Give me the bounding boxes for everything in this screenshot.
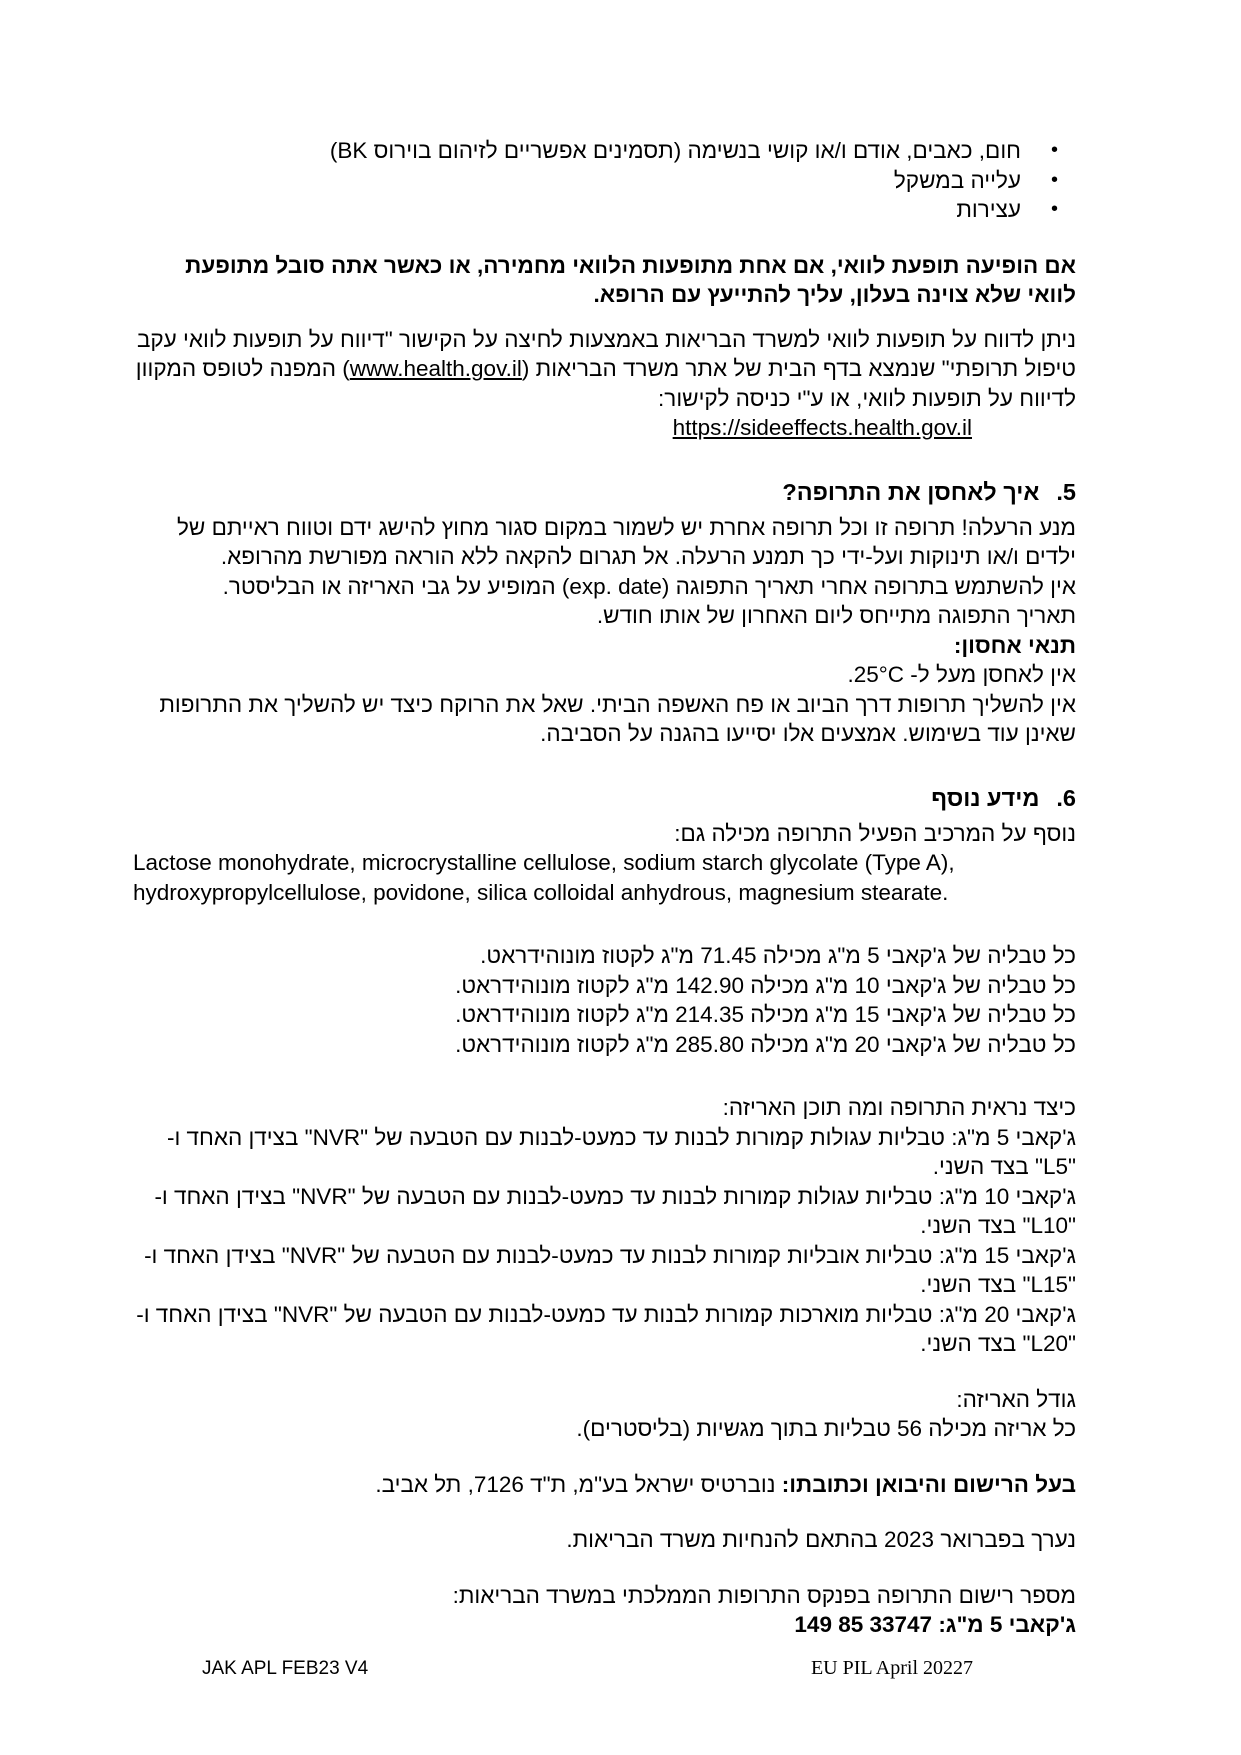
side-effects-url-line xyxy=(133,413,1076,443)
bullet-text-constipation: עצירות xyxy=(956,197,1021,222)
lactose-line-20mg: כל טבליה של ג'קאבי 20 מ"ג מכילה 285.80 מ"ג לקטוז מונוהידראט. xyxy=(455,1031,1076,1057)
storage-poison-paragraph: מנע הרעלה! תרופה זו וכל תרופה אחרת יש לשמור במקום סגור מחוץ להישג ידם וטווח ראייתם של ילדים ו/או תינוקות ועל-ידי כך תמנע הרעלה. אל תגרום להקאה ללא הוראה מפורשת מהרופא. xyxy=(176,514,1076,569)
section-5-number: 5. xyxy=(1056,478,1076,505)
registration-product-name: ג'קאבי 5 מ"ג: xyxy=(932,1612,1076,1637)
lactose-line-15mg: כל טבליה של ג'קאבי 15 מ"ג מכילה 214.35 מ"ג לקטוז מונוהידראט. xyxy=(455,1002,1076,1027)
footer-page-number: 7 xyxy=(963,1657,973,1679)
registration-number-value: 149 85 33747 xyxy=(794,1612,933,1637)
section-5-title: איך לאחסן את התרופה? xyxy=(782,478,1040,505)
expiry-paragraph: אין להשתמש בתרופה אחרי תאריך התפוגה (exp. date) המופיע על גבי האריזה או הבליסטר. xyxy=(222,573,1076,599)
license-holder-value: נוברטיס ישראל בע"מ, ת"ד 7126, תל אביב. xyxy=(375,1471,782,1497)
bullet-text-fever: חום, כאבים, אודם ו/או קושי בנשימה (תסמינים אפשריים לזיהום בוירוס BK) xyxy=(329,138,1021,163)
appearance-20mg-paragraph: ג'קאבי 20 מ"ג: טבליות מוארכות קמורות לבנות עד כמעט-לבנות עם הטבעה של "NVR" בצידן האחד ו- "L20" בצד השני. xyxy=(136,1301,1076,1356)
lactose-line-10mg: כל טבליה של ג'קאבי 10 מ"ג מכילה 142.90 מ"ג לקטוז מונוהידראט. xyxy=(455,972,1076,998)
footer-eu-pil-version: EU PIL April 2022 xyxy=(810,1657,963,1679)
lactose-line-5mg: כל טבליה של ג'קאבי 5 מ"ג מכילה 71.45 מ"ג לקטוז מונוהידראט. xyxy=(480,943,1076,968)
appearance-10mg-paragraph: ג'קאבי 10 מ"ג: טבליות עגולות קמורות לבנות עד כמעט-לבנות עם הטבעה של "NVR" בצידן האחד ו- "L10" בצד השני. xyxy=(154,1183,1076,1238)
pack-size-label: גודל האריזה: xyxy=(956,1386,1076,1412)
expiry-note-paragraph: תאריך התפוגה מתייחס ליום האחרון של אותו חודש. xyxy=(596,603,1076,628)
revision-date-line: נערך בפברואר 2023 בהתאם להנחיות משרד הבריאות. xyxy=(566,1527,1076,1552)
footer-document-code: JAK APL FEB23 V4 xyxy=(202,1658,369,1679)
registration-number-line xyxy=(133,1610,1076,1640)
bullet-icon: • xyxy=(1050,198,1058,220)
side-effects-report-link[interactable]: https://sideeffects.health.gov.il xyxy=(672,415,972,440)
storage-temperature-line: אין לאחסן מעל ל- 25°C. xyxy=(847,662,1076,687)
excipients-intro-line: נוסף על המרכיב הפעיל התרופה מכילה גם: xyxy=(674,820,1076,846)
side-effect-warning-paragraph: אם הופיעה תופעת לוואי, אם אחת מתופעות הלוואי מחמירה, או כאשר אתה סובל מתופעת לוואי שלא צוינה בעלון, עליך להתייעץ עם הרופא. xyxy=(185,252,1076,307)
license-holder-label: בעל הרישום והיבואן וכתובתו: xyxy=(781,1471,1076,1497)
license-holder-paragraph xyxy=(133,1470,1076,1500)
storage-conditions-label: תנאי אחסון: xyxy=(953,632,1076,658)
bullet-text-weight-gain: עלייה במשקל xyxy=(893,167,1021,193)
bullet-icon: • xyxy=(1050,168,1058,191)
section-6-title: מידע נוסף xyxy=(931,784,1040,811)
report-text-before-link: ניתן לדווח על תופעות לוואי למשרד הבריאות באמצעות לחיצה על הקישור "דיווח על תופעות לוואי עקב טיפול תרופתי" שנמצא בדף הבית של אתר משרד הבריאות ( xyxy=(136,326,1076,381)
lactose-content-block xyxy=(133,941,1076,1059)
side-effects-bullet-list xyxy=(133,136,1058,225)
list-item xyxy=(133,166,1058,196)
list-item xyxy=(133,195,1058,225)
pack-size-line: כל אריזה מכילה 56 טבליות בתוך מגשיות (בליסטרים). xyxy=(576,1416,1076,1441)
health-ministry-link[interactable]: www.health.gov.il xyxy=(349,356,522,381)
page-footer xyxy=(202,1656,1049,1681)
appearance-15mg-paragraph: ג'קאבי 15 מ"ג: טבליות אובליות קמורות לבנות עד כמעט-לבנות עם הטבעה של "NVR" בצידן האחד ו- "L15" בצד השני. xyxy=(144,1242,1076,1297)
section-5-heading xyxy=(133,477,1076,507)
bullet-icon: • xyxy=(1050,139,1058,161)
section-6-heading xyxy=(133,783,1076,813)
registration-intro-line: מספר רישום התרופה בפנקס התרופות הממלכתי במשרד הבריאות: xyxy=(452,1582,1076,1608)
excipients-list-paragraph: Lactose monohydrate, microcrystalline cellulose, sodium starch glycolate (Type A), hydroxypropylcellulose, povidone, silica colloidal anhydrous, magnesium stearate. xyxy=(133,850,955,905)
section-6-number: 6. xyxy=(1056,784,1076,811)
disposal-paragraph: אין להשליך תרופות דרך הביוב או פח האשפה הביתי. שאל את הרוקח כיצד יש להשליך את התרופות שאינן עוד בשימוש. אמצעים אלו יסייעו בהגנה על הסביבה. xyxy=(159,691,1076,746)
list-item xyxy=(133,136,1058,166)
appearance-title-line: כיצד נראית התרופה ומה תוכן האריזה: xyxy=(722,1095,1076,1120)
report-side-effects-paragraph xyxy=(133,325,1076,414)
report-text-after-link: ) המפנה לטופס המקוון לדיווח על תופעות לוואי, או ע"י כניסה לקישור: xyxy=(135,356,1076,411)
appearance-5mg-paragraph: ג'קאבי 5 מ"ג: טבליות עגולות קמורות לבנות עד כמעט-לבנות עם הטבעה של "NVR" בצידן האחד ו- "L5" בצד השני. xyxy=(166,1124,1076,1179)
